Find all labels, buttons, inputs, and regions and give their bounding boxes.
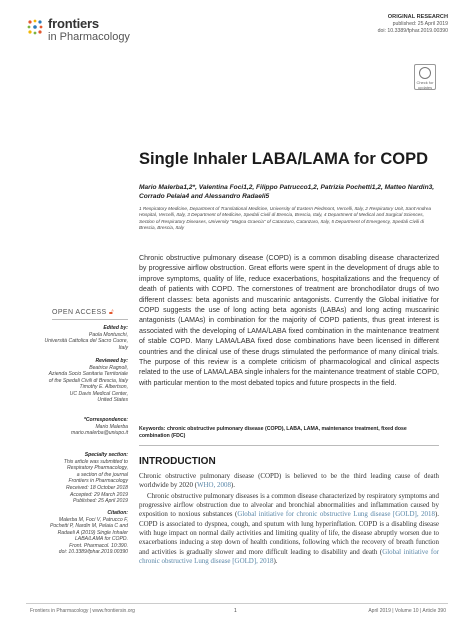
- published-date: published: 25 April 2019: [392, 21, 448, 27]
- open-access-label: [52, 309, 128, 317]
- paragraph-text: Chronic obstructive pulmonary diseases is a common disease characterized by respiratory symptoms and progressive airflow obstruction due to alveolar and bronchial abnormalities and inflammation caused by exposition to noxious substances (: [139, 491, 439, 519]
- affiliations: 1 Respiratory Medicine, Department of Translational Medicine, University of Eastern Piedmont, Vercelli, Italy, 2 Respiratory Unit, Sant'Andrea Hospital, Vercelli, Italy, 3 Department of Medicine, Spedali Civili di Brescia, Brescia, Italy, 4 Department of Medical and Surgical Sciences, Section of Respiratory Diseases, University "Magna Graecia" of Catanzaro, Catanzaro, Italy, 5 Department of Emergency, Spedali Civili di Brescia, Brescia, Italy: [139, 206, 432, 231]
- article-title: Single Inhaler LABA/LAMA for COPD: [139, 150, 429, 168]
- accepted-date: Accepted: 29 March 2019: [69, 491, 128, 498]
- check-updates-button[interactable]: [414, 64, 436, 90]
- reviewed-by-label: Reviewed by:: [95, 358, 128, 364]
- keywords: Keywords: chronic obstructive pulmonary disease (COPD), LABA, LAMA, maintenance treatment, fixed dose combination (FDC): [139, 426, 407, 439]
- edited-by-label: Edited by:: [103, 325, 128, 331]
- page-number: 1: [234, 608, 237, 614]
- introduction-body: [139, 472, 439, 566]
- edited-by-block: [30, 325, 128, 351]
- dates-block: [30, 485, 128, 505]
- published-date-side: Published: 25 April 2019: [72, 498, 128, 504]
- article-doi[interactable]: doi: 10.3389/fphar.2019.00390: [377, 28, 448, 34]
- specialty-block: [30, 452, 128, 485]
- specialty-label: Specialty section:: [84, 452, 128, 458]
- open-access-text: OPEN ACCESS: [52, 309, 107, 316]
- correspondence-label: *Correspondence:: [83, 417, 128, 423]
- divider: [26, 603, 448, 604]
- paragraph: [139, 492, 439, 567]
- footer-issue: April 2019 | Volume 10 | Article 390: [368, 608, 446, 614]
- divider: [139, 445, 439, 446]
- open-access-lock-icon: 🔓︎: [108, 309, 114, 316]
- paragraph-text: ).: [230, 481, 235, 490]
- reviewed-by-value: Beatrice Ragnoli, Azienda Socio Sanitaria Territoriale of the Spedali Civili di Brescia, Italy Timothy E. Albertson, UC Davis Medical Center, United States: [48, 364, 128, 403]
- frontiers-logo-icon: [26, 18, 44, 36]
- section-heading: INTRODUCTION: [139, 456, 216, 467]
- journal-name: in Pharmacology: [48, 31, 130, 43]
- paragraph-text: ). COPD is associated to dyspnea, cough, and sputum with lung hyperinflation. COPD is a disabling disease with huge impact on normal daily activities and limiting quality of life, the disease abruptly worsen due to exacerbations inducing a step down of health conditions, following which the recovery of breath function and activities is gradually slower and more difficult leading to disability and death (: [139, 510, 439, 556]
- citation-link[interactable]: Global initiative for chronic obstructive Lung disease [GOLD], 2018: [237, 510, 435, 519]
- specialty-value: This article was submitted to Respiratory Pharmacology, a section of the journal Frontiers in Pharmacology: [63, 458, 128, 484]
- article-meta: [378, 14, 448, 35]
- refresh-icon: [419, 67, 431, 79]
- citation-link[interactable]: Global initiative for chronic obstructive Lung disease [GOLD], 2018: [139, 547, 439, 566]
- paragraph: [139, 472, 439, 491]
- journal-brand: frontiers: [48, 16, 99, 31]
- author-list: Mario Malerba1,2*, Valentina Foci1,2, Filippo Patrucco1,2, Patrizia Pochetti1,2, Matteo Nardin3, Corrado Pelaia4 and Alessandro Radaeli5: [139, 184, 435, 200]
- citation-label: Citation:: [107, 510, 128, 516]
- paragraph-text: ).: [273, 557, 278, 566]
- citation-block: [30, 510, 128, 556]
- abstract: Chronic obstructive pulmonary disease (COPD) is a common disabling disease characterized by progressive airflow obstruction. Great efforts were spent in the development of drugs able to improve symptoms, quality of life, reduce exacerbations, hospitalizations and the frequency of death of patients with COPD. The cornerstones of treatment are bronchodilator drugs of two different classes: beta agonists and muscarinic antagonists. Currently the Global initiative for COPD suggests the use of long acting beta agonists (LABAs) and long acting muscarinic antagonists (LAMAs) in combination for the majority of COPD patients, thus great interest is associated with the developing of LAMA/LABA fixed combination in the maintenance treatment of stable COPD. Many LAMA/LABA fixed dose combinations have been licensed in different countries and the clinical use of these drugs stimulated the performance of many clinical trials. The purpose of this review is a complete criticism of pharmacological and clinical aspects related to the use of LAMA/LABA single inhalers for the maintenance treatment of stable COPD, with particular mention to the most debated topics and future prospects in the field.: [139, 255, 439, 387]
- divider: [52, 319, 128, 320]
- citation-value: Malerba M, Foci V, Patrucco F, Pochetti P, Nardin M, Pelaia C and Radaeli A (2019) Single Inhaler LABA/LAMA for COPD. Front. Pharmacol. 10:390. doi: 10.3389/fphar.2019.00390: [49, 516, 128, 555]
- footer-journal[interactable]: Frontiers in Pharmacology | www.frontiersin.org: [30, 608, 135, 614]
- correspondence-block: [30, 417, 128, 437]
- edited-by-value: Paola Montuschi, Università Cattolica del Sacro Cuore, Italy: [44, 331, 128, 351]
- correspondence-value[interactable]: Mario Malerba mario.malerba@uniupo.it: [71, 423, 128, 436]
- received-date: Received: 18 October 2018: [65, 485, 128, 491]
- article-type: ORIGINAL RESEARCH: [387, 14, 448, 20]
- check-updates-label: Check for updates: [416, 80, 434, 90]
- reviewed-by-block: [30, 358, 128, 404]
- citation-link[interactable]: WHO, 2008: [197, 481, 231, 490]
- paragraph-text: Chronic obstructive pulmonary disease (COPD) is believed to be the third leading cause of death worldwide by 2020 (: [139, 472, 439, 490]
